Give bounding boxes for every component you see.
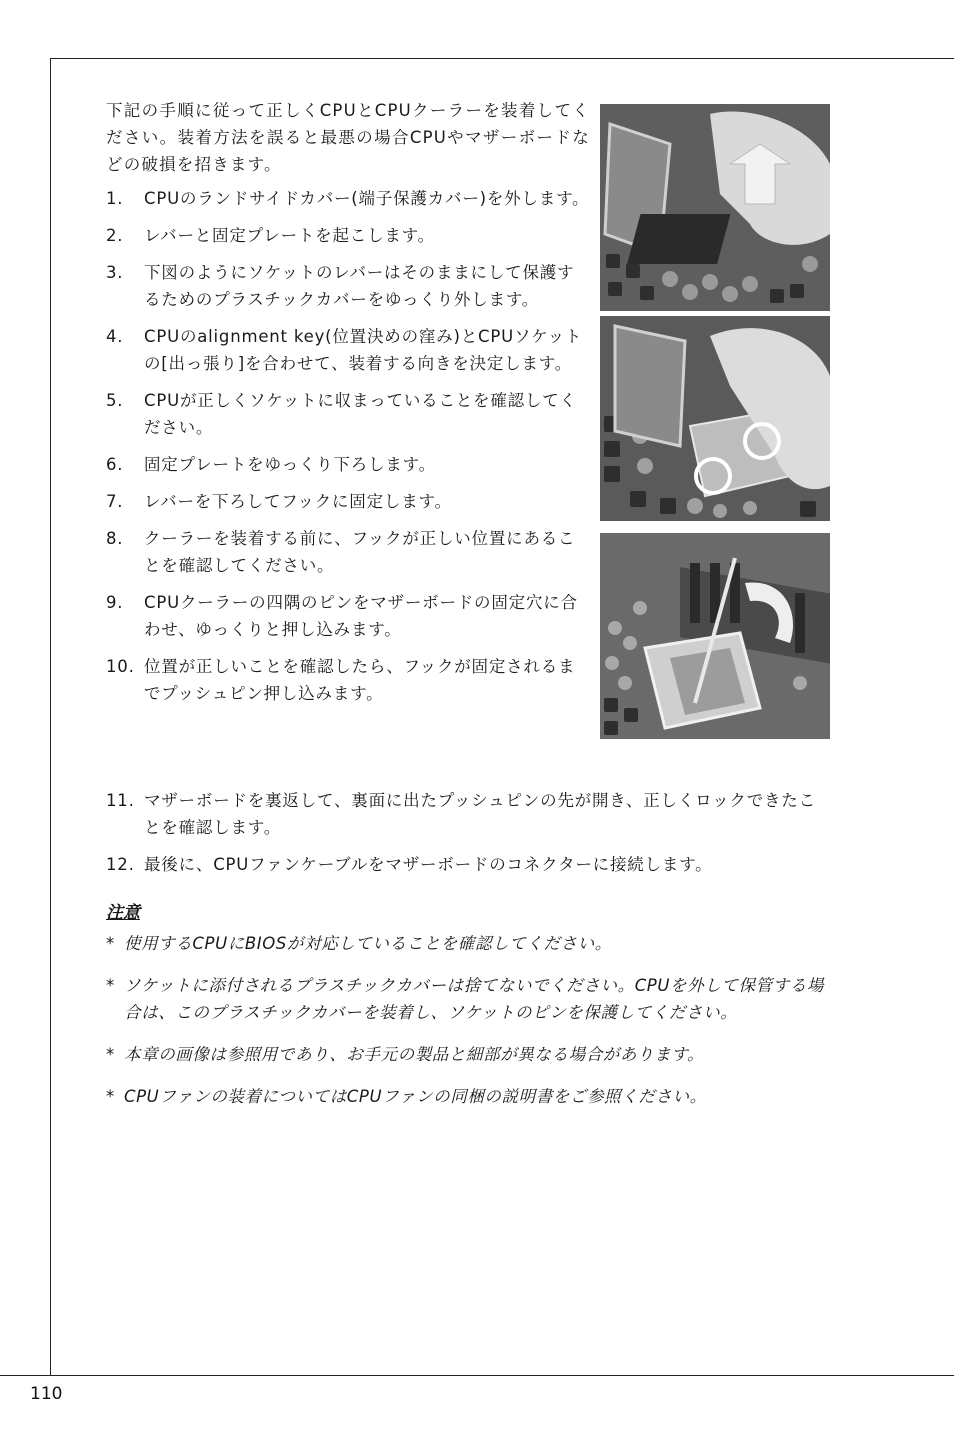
step-number: 6. bbox=[106, 455, 124, 474]
step-number: 10. bbox=[106, 657, 135, 676]
steps-list bbox=[106, 185, 590, 707]
step-number: 3. bbox=[106, 263, 124, 282]
step-item bbox=[106, 488, 590, 515]
page-frame-top bbox=[50, 58, 954, 59]
step-text: 最後に、CPUファンケーブルをマザーボードのコネクターに接続します。 bbox=[144, 855, 713, 874]
step-number: 11. bbox=[106, 791, 135, 810]
photo-align-cpu bbox=[600, 316, 830, 521]
step-item bbox=[106, 387, 590, 441]
step-number: 1. bbox=[106, 189, 124, 208]
page-frame-bottom bbox=[0, 1375, 954, 1376]
step-text: CPUクーラーの四隅のピンをマザーボードの固定穴に合わせ、ゆっくりと押し込みます。 bbox=[144, 593, 578, 639]
photo-close-plate-illustration bbox=[600, 533, 830, 739]
note-text: CPUファンの装着についてはCPUファンの同梱の説明書をご参照ください。 bbox=[124, 1087, 707, 1106]
step-text: CPUのalignment key(位置決めの窪み)とCPUソケットの[出っ張り]を合わせて、装着する向きを決定します。 bbox=[144, 327, 583, 373]
step-text: CPUが正しくソケットに収まっていることを確認してください。 bbox=[144, 391, 577, 437]
step-item bbox=[106, 589, 590, 643]
intro-paragraph: 下記の手順に従って正しくCPUとCPUクーラーを装着してください。装着方法を誤ると最悪の場合CPUやマザーボードなどの破損を招きます。 bbox=[106, 101, 590, 174]
step-text: 固定プレートをゆっくり下ろします。 bbox=[144, 455, 436, 474]
note-text: 使用するCPUにBIOSが対応していることを確認してください。 bbox=[124, 934, 612, 953]
photo-close-plate bbox=[600, 533, 830, 739]
photo-remove-cover bbox=[600, 104, 830, 311]
note-item bbox=[106, 930, 832, 957]
page-frame-left bbox=[50, 58, 51, 1376]
page-number: 110 bbox=[30, 1384, 63, 1404]
note-bullet: * bbox=[106, 1087, 115, 1106]
note-item bbox=[106, 1083, 832, 1110]
step-number: 7. bbox=[106, 492, 124, 511]
note-item bbox=[106, 1041, 832, 1068]
step-item bbox=[106, 185, 590, 212]
step-number: 8. bbox=[106, 529, 124, 548]
notes-list bbox=[106, 930, 832, 1110]
step-item bbox=[106, 653, 590, 707]
note-bullet: * bbox=[106, 1045, 115, 1064]
step-item bbox=[106, 451, 590, 478]
step-item bbox=[106, 222, 590, 249]
note-text: ソケットに添付されるプラスチックカバーは捨てないでください。CPUを外して保管する場合は、このプラスチックカバーを装着し、ソケットのピンを保護してください。 bbox=[124, 976, 824, 1022]
note-bullet: * bbox=[106, 934, 115, 953]
step-number: 12. bbox=[106, 855, 135, 874]
step-number: 2. bbox=[106, 226, 124, 245]
step-number: 9. bbox=[106, 593, 124, 612]
steps-list-wide bbox=[106, 787, 832, 878]
step-item bbox=[106, 787, 832, 841]
step-number: 5. bbox=[106, 391, 124, 410]
step-number: 4. bbox=[106, 327, 124, 346]
note-item bbox=[106, 972, 832, 1026]
photo-align-cpu-illustration bbox=[600, 316, 830, 521]
photo-remove-cover-illustration bbox=[600, 104, 830, 311]
notes-title: 注意 bbox=[106, 903, 140, 923]
step-item bbox=[106, 851, 832, 878]
step-text: レバーを下ろしてフックに固定します。 bbox=[144, 492, 452, 511]
step-text: CPUのランドサイドカバー(端子保護カバー)を外します。 bbox=[144, 189, 590, 208]
step-item bbox=[106, 525, 590, 579]
step-item bbox=[106, 323, 590, 377]
step-text: レバーと固定プレートを起こします。 bbox=[144, 226, 435, 245]
step-text: マザーボードを裏返して、裏面に出たプッシュピンの先が開き、正しくロックできたことを確認します。 bbox=[144, 791, 816, 837]
step-text: クーラーを装着する前に、フックが正しい位置にあることを確認してください。 bbox=[144, 529, 576, 575]
step-item bbox=[106, 259, 590, 313]
note-text: 本章の画像は参照用であり、お手元の製品と細部が異なる場合があります。 bbox=[124, 1045, 705, 1064]
step-text: 下図のようにソケットのレバーはそのままにして保護するためのプラスチックカバーをゆっくり外します。 bbox=[144, 263, 575, 309]
note-bullet: * bbox=[106, 976, 115, 995]
step-text: 位置が正しいことを確認したら、フックが固定されるまでプッシュピン押し込みます。 bbox=[144, 657, 576, 703]
